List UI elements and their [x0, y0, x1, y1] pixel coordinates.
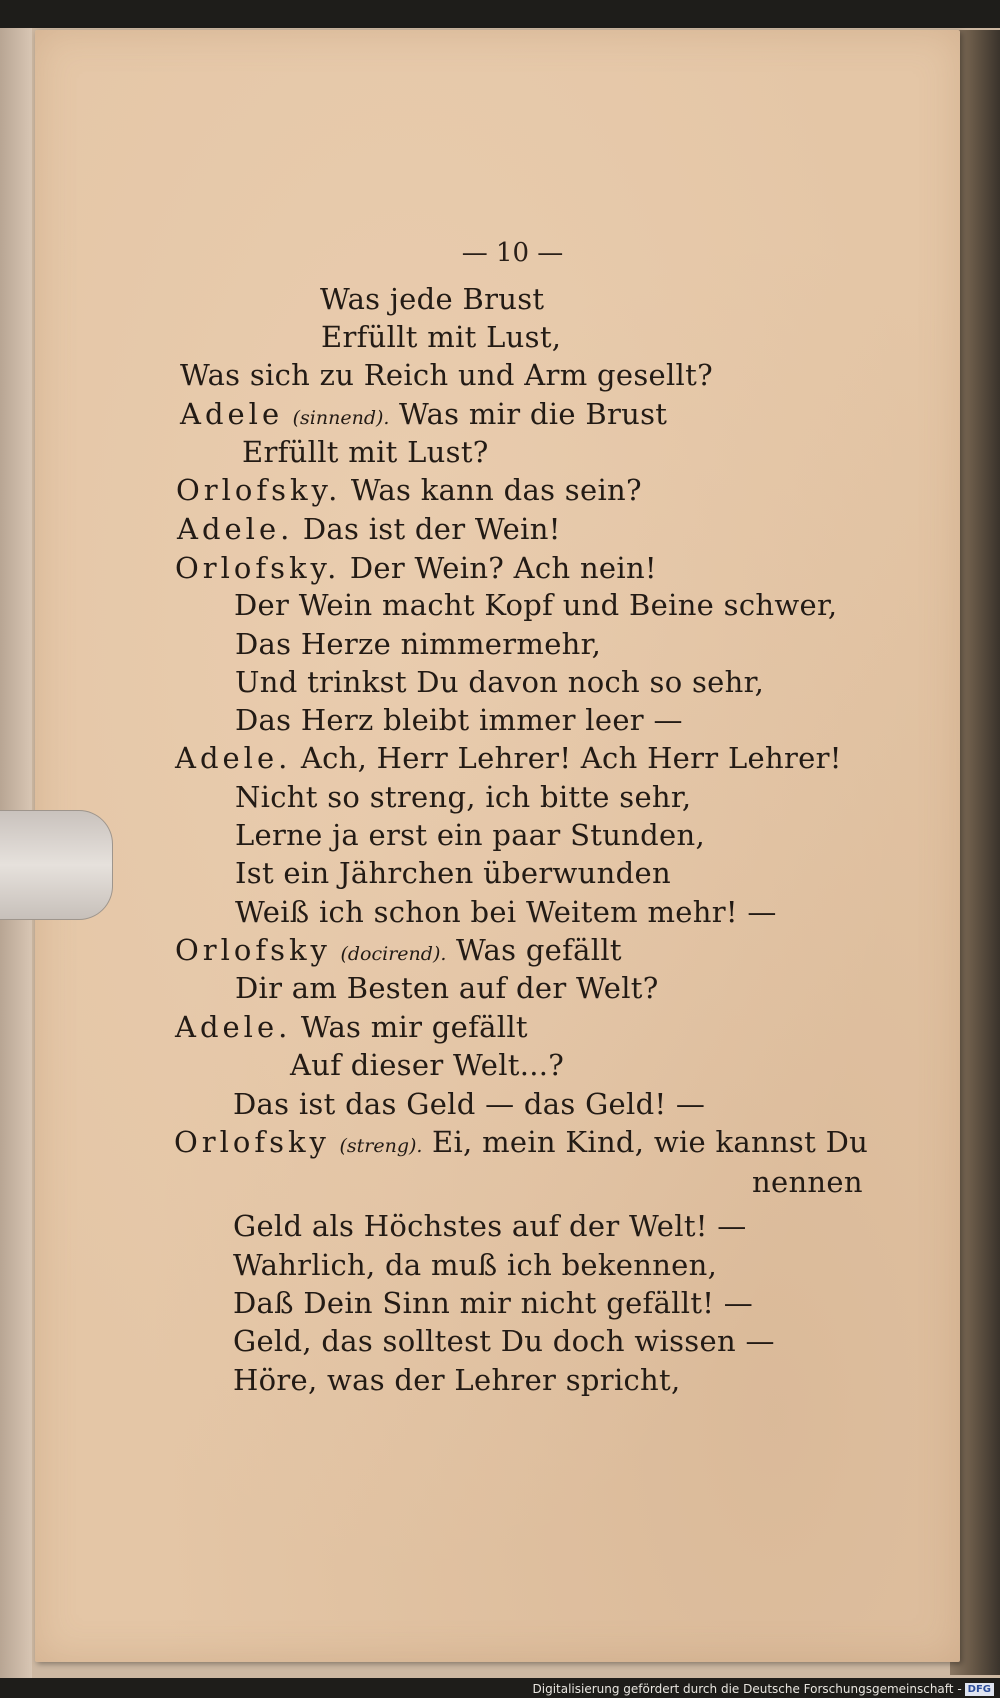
page-clip	[0, 810, 113, 920]
text-line	[233, 1363, 681, 1397]
stage-direction: (sinnend).	[292, 407, 390, 429]
line-text: Nicht so streng, ich bitte sehr,	[235, 780, 692, 814]
text-line	[235, 895, 777, 929]
line-text: Geld, das solltest Du doch wissen —	[233, 1324, 775, 1358]
line-text: Daß Dein Sinn mir nicht gefällt! —	[233, 1286, 754, 1320]
line-text: Und trinkst Du davon noch so sehr,	[235, 665, 765, 699]
line-text: Das Herz bleibt immer leer —	[235, 703, 683, 737]
line-text: Höre, was der Lehrer spricht,	[233, 1363, 681, 1397]
text-line	[321, 320, 561, 354]
line-text: Der Wein macht Kopf und Beine schwer,	[234, 588, 838, 622]
speaker-name: Adele.	[177, 512, 294, 546]
text-line	[233, 1286, 753, 1320]
speaker-name: Adele.	[175, 1010, 292, 1044]
speaker-name: Orlofsky.	[176, 473, 342, 507]
line-text: Ach, Herr Lehrer! Ach Herr Lehrer!	[300, 741, 842, 775]
line-text: Ei, mein Kind, wie kannst Du	[432, 1125, 869, 1159]
line-text: Dir am Besten auf der Welt?	[235, 971, 659, 1005]
text-line	[235, 856, 671, 890]
line-text: Was sich zu Reich und Arm gesellt?	[180, 358, 713, 392]
speech-line	[175, 551, 657, 585]
speech-line	[174, 1125, 868, 1159]
speech-line	[175, 1010, 528, 1044]
text-line	[233, 1324, 775, 1358]
text-line	[235, 665, 764, 699]
line-text: Ist ein Jährchen überwunden	[235, 856, 671, 890]
credit-text: Digitalisierung gefördert durch die Deutsche Forschungsgemeinschaft -	[532, 1682, 962, 1696]
line-text: Was gefällt	[455, 933, 622, 967]
speaker-name: Adele.	[175, 741, 292, 775]
line-text: Erfüllt mit Lust?	[242, 435, 489, 469]
speech-line	[176, 473, 642, 507]
line-text: Was mir gefällt	[300, 1010, 528, 1044]
speech-line	[180, 397, 667, 431]
text-line	[752, 1165, 863, 1199]
line-text: Das ist das Geld — das Geld! —	[233, 1087, 706, 1121]
text-line	[233, 1248, 717, 1282]
line-text: Auf dieser Welt...?	[290, 1048, 565, 1082]
stage-direction: (streng).	[339, 1135, 423, 1157]
text-line	[234, 588, 837, 622]
page-number: — 10 —	[461, 238, 564, 268]
line-text: Erfüllt mit Lust,	[321, 320, 562, 354]
line-text: Lerne ja erst ein paar Stunden,	[235, 818, 705, 852]
speaker-name: Orlofsky.	[175, 551, 341, 585]
line-text: Wahrlich, da muß ich bekennen,	[233, 1248, 718, 1282]
dfg-logo: DFG	[965, 1683, 994, 1696]
line-text: Das Herze nimmermehr,	[235, 627, 602, 661]
line-text: Geld als Höchstes auf der Welt! —	[233, 1209, 747, 1243]
text-line	[242, 435, 489, 469]
line-text: Der Wein? Ach nein!	[349, 551, 657, 585]
speech-line	[175, 933, 622, 967]
speaker-name: Adele	[180, 397, 284, 431]
text-line	[233, 1209, 747, 1243]
book-page	[35, 30, 960, 1662]
stage-direction: (docirend).	[340, 943, 447, 965]
line-text: nennen	[752, 1165, 863, 1199]
line-text: Weiß ich schon bei Weitem mehr! —	[235, 895, 777, 929]
line-text: Was kann das sein?	[350, 473, 642, 507]
digitization-credit	[533, 1680, 995, 1698]
line-text: Was jede Brust	[320, 282, 545, 316]
speaker-name: Orlofsky	[174, 1125, 330, 1159]
speech-line	[177, 512, 561, 546]
text-line	[235, 818, 705, 852]
speech-line	[175, 741, 842, 775]
text-line	[235, 971, 659, 1005]
line-text: Was mir die Brust	[398, 397, 668, 431]
text-line	[235, 780, 691, 814]
text-line	[180, 358, 713, 392]
text-line	[320, 282, 544, 316]
line-text: Das ist der Wein!	[302, 512, 561, 546]
text-line	[235, 627, 601, 661]
text-line	[290, 1048, 564, 1082]
text-line	[235, 703, 683, 737]
text-line	[233, 1087, 705, 1121]
speaker-name: Orlofsky	[175, 933, 331, 967]
